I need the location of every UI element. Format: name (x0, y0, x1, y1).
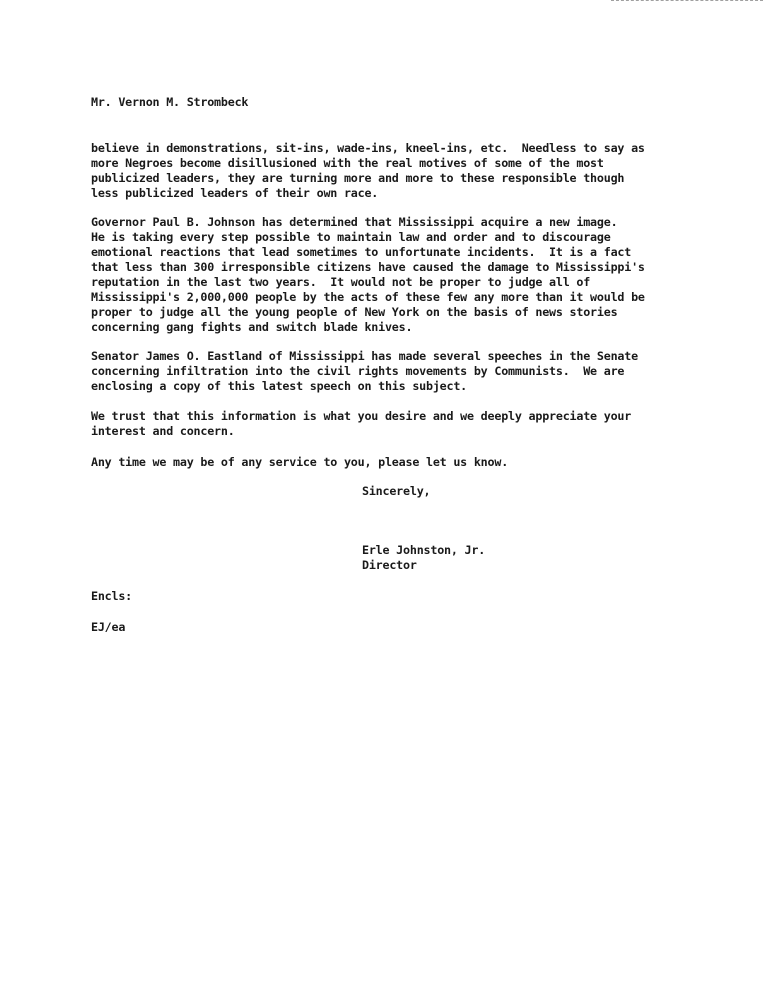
paragraph-2-line: proper to judge all the young people of New York on the basis of news stories (91, 305, 618, 319)
paragraph-1-line: less publicized leaders of their own race. (91, 186, 379, 200)
paragraph-3 (91, 349, 638, 394)
reference-initials: EJ/ea (91, 620, 126, 634)
addressee-header: Mr. Vernon M. Strombeck (91, 95, 249, 109)
paragraph-4-line: We trust that this information is what you desire and we deeply appreciate your (91, 409, 632, 423)
paragraph-4 (91, 409, 631, 439)
paragraph-3-line: enclosing a copy of this latest speech on this subject. (91, 379, 468, 393)
paragraph-5: Any time we may be of any service to you, please let us know. (91, 455, 509, 469)
enclosures-notation: Encls: (91, 589, 133, 603)
paragraph-3-line: Senator James O. Eastland of Mississippi has made several speeches in the Senate (91, 349, 638, 363)
closing: Sincerely, (362, 484, 431, 498)
signer-title: Director (362, 558, 417, 572)
paragraph-4-line: interest and concern. (91, 424, 235, 438)
paragraph-2-line: reputation in the last two years. It would not be proper to judge all of (91, 275, 591, 289)
paragraph-2-line: concerning gang fights and switch blade knives. (91, 320, 413, 334)
paragraph-1-line: publicized leaders, they are turning more and more to these responsible though (91, 171, 625, 185)
top-edge-dashed-line (611, 0, 763, 2)
paragraph-2 (91, 215, 645, 335)
paragraph-1-line: believe in demonstrations, sit-ins, wade-ins, kneel-ins, etc. Needless to say as (91, 141, 645, 155)
paragraph-2-line: that less than 300 irresponsible citizens have caused the damage to Mississippi's (91, 260, 645, 274)
paragraph-1-line: more Negroes become disillusioned with the real motives of some of the most (91, 156, 604, 170)
paragraph-2-line: emotional reactions that lead sometimes to unfortunate incidents. It is a fact (91, 245, 632, 259)
paragraph-2-line: He is taking every step possible to maintain law and order and to discourage (91, 230, 611, 244)
paragraph-3-line: concerning infiltration into the civil rights movements by Communists. We are (91, 364, 625, 378)
paragraph-2-line: Governor Paul B. Johnson has determined that Mississippi acquire a new image. (91, 215, 618, 229)
signer-name: Erle Johnston, Jr. (362, 543, 486, 557)
paragraph-2-line: Mississippi's 2,000,000 people by the acts of these few any more than it would be (91, 290, 645, 304)
paragraph-1 (91, 141, 645, 201)
